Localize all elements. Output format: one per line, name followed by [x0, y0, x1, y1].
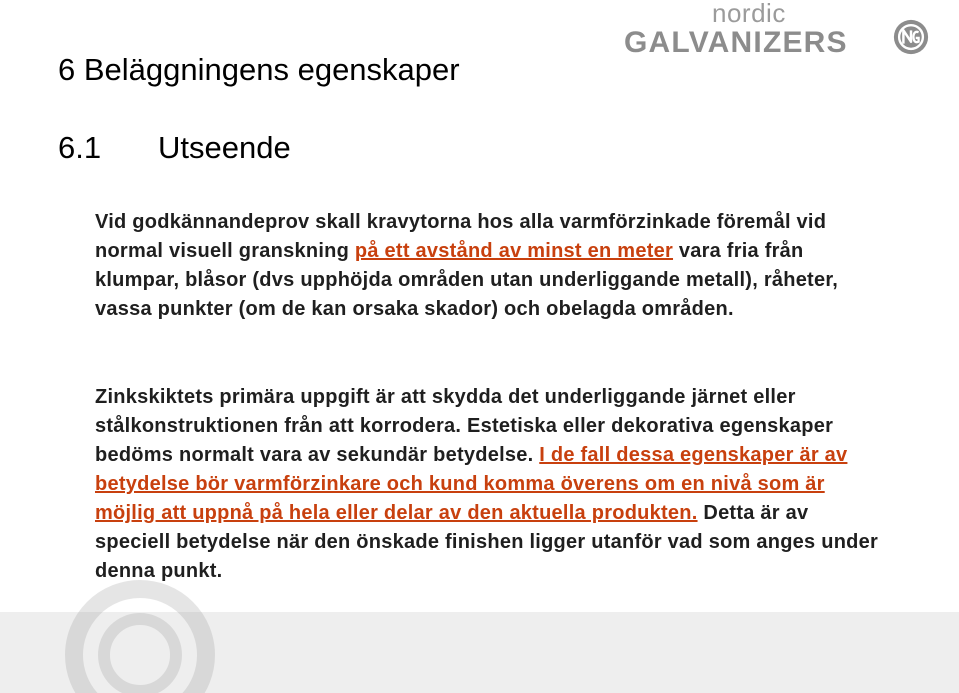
- subsection-number: 6.1: [58, 130, 102, 165]
- section-heading: 6 Beläggningens egenskaper: [58, 52, 460, 87]
- paragraph2-agreement-highlight: I de fall dessa egenskaper är av betydelse bör varmförzinkare och kund komma överens om en nivå som är möjlig att uppnå på hela eller delar av den aktuella produkten.: [95, 444, 848, 524]
- paragraph-appearance-requirements: [95, 208, 885, 324]
- paragraph-zinc-purpose: [95, 383, 885, 586]
- logo-nordic-text: nordic: [712, 0, 786, 28]
- subsection-heading: [58, 130, 291, 166]
- logo-galvanizers-text: GALVANIZERS: [624, 26, 848, 59]
- ng-badge-icon: [892, 18, 930, 56]
- ng-watermark-icon: [65, 580, 215, 693]
- paragraph1-rest: vara fria från klumpar, blåsor (dvs upphöjda områden utan underliggande metall), råheter, vassa punkter (om de kan orsaka skador) och obelagda områden.: [95, 240, 839, 320]
- paragraph2-lead: Zinkskiktets primära uppgift är att skydda det underliggande järnet eller stålkonstruktionen från att korrodera. Estetiska eller dekorativa egenskaper bedöms normalt vara av sekundär betydelse.: [95, 386, 834, 466]
- subsection-title: Utseende: [158, 130, 291, 165]
- company-logo: [622, 0, 952, 62]
- paragraph2-rest: Detta är av speciell betydelse när den önskade finishen ligger utanför vad som anges under denna punkt.: [95, 502, 879, 582]
- paragraph1-distance-highlight: på ett avstånd av minst en meter: [354, 240, 674, 262]
- paragraph1-lead: Vid godkännandeprov skall kravytorna hos alla varmförzinkade föremål vid normal visuell granskning: [95, 211, 827, 262]
